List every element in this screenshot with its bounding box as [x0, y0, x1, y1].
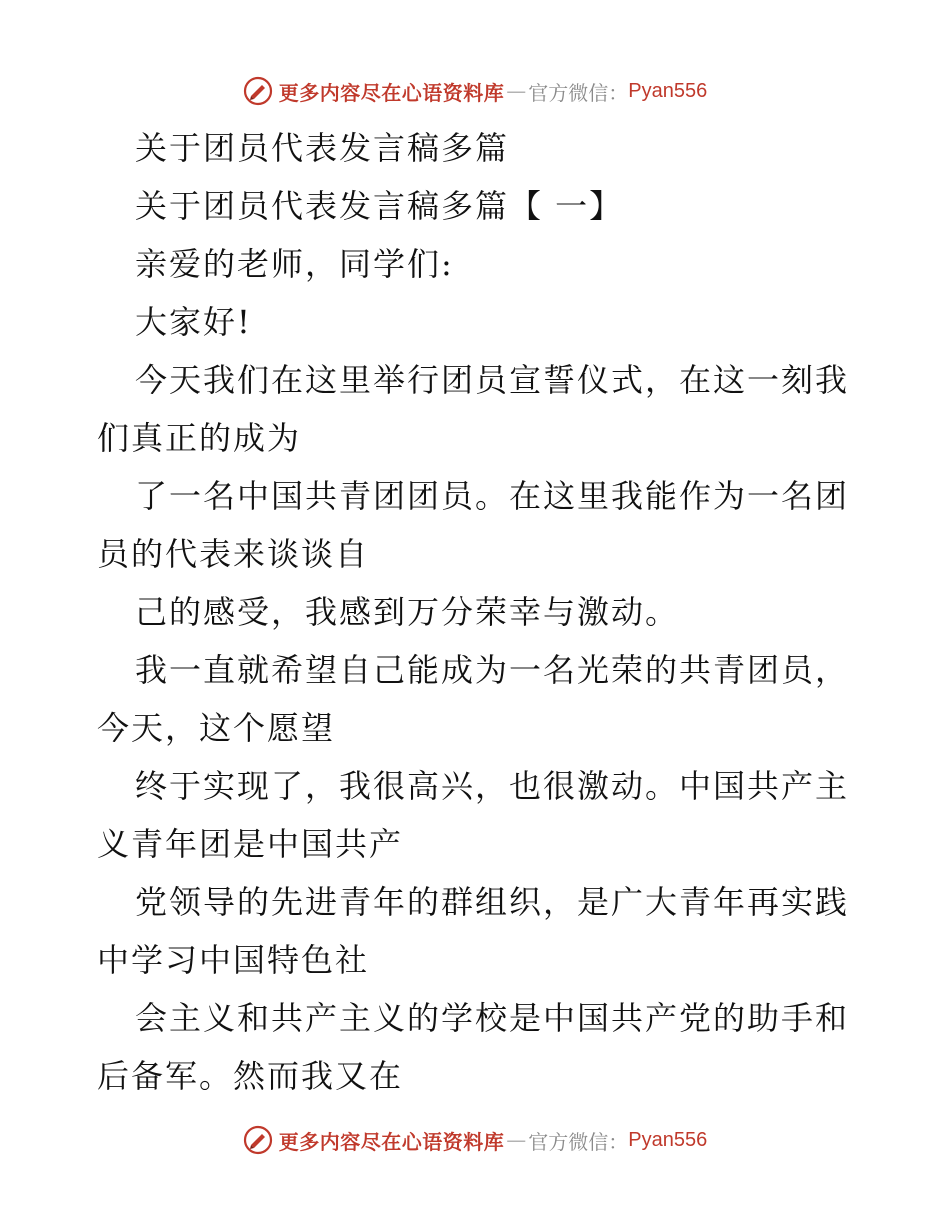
- paragraph: 我一直就希望自己能成为一名光荣的共青团员，今天，这个愿望: [97, 651, 850, 747]
- paragraph: 终于实现了，我很高兴，也很激动。中国共产主义青年团是中国共产: [97, 767, 850, 863]
- paragraph: 党领导的先进青年的群组织，是广大青年再实践中学习中国特色社: [97, 883, 850, 979]
- header-banner: [0, 71, 950, 111]
- paragraph: 了一名中国共青团团员。在这里我能作为一名团员的代表来谈谈自: [97, 477, 850, 573]
- greeting: 大家好!: [135, 303, 252, 341]
- footer-banner: [0, 1120, 950, 1160]
- section-heading: 关于团员代表发言稿多篇【 一】: [135, 187, 624, 225]
- document-body: [97, 119, 857, 1105]
- paragraph: 己的感受，我感到万分荣幸与激动。: [135, 593, 680, 631]
- banner-library-name: 更多内容尽在心语资料库: [278, 1129, 505, 1154]
- banner-wechat-id: Pyan556: [628, 1128, 708, 1151]
- paragraph: 今天我们在这里举行团员宣誓仪式，在这一刻我们真正的成为: [97, 361, 850, 457]
- banner-dash: —: [506, 79, 527, 103]
- banner-dash: —: [506, 1128, 527, 1152]
- paragraph: 会主义和共产主义的学校是中国共产党的助手和后备军。然而我又在: [97, 999, 850, 1095]
- salutation: 亲爱的老师，同学们:: [135, 245, 454, 283]
- document-title: 关于团员代表发言稿多篇: [135, 129, 510, 167]
- banner-wechat-id: Pyan556: [628, 79, 708, 102]
- banner-wechat-label: 官方微信：: [528, 1129, 629, 1154]
- banner-library-name: 更多内容尽在心语资料库: [278, 80, 505, 105]
- banner-wechat-label: 官方微信：: [528, 80, 629, 105]
- pen-circle-logo-icon: [243, 1125, 273, 1155]
- pen-circle-logo-icon: [243, 76, 273, 106]
